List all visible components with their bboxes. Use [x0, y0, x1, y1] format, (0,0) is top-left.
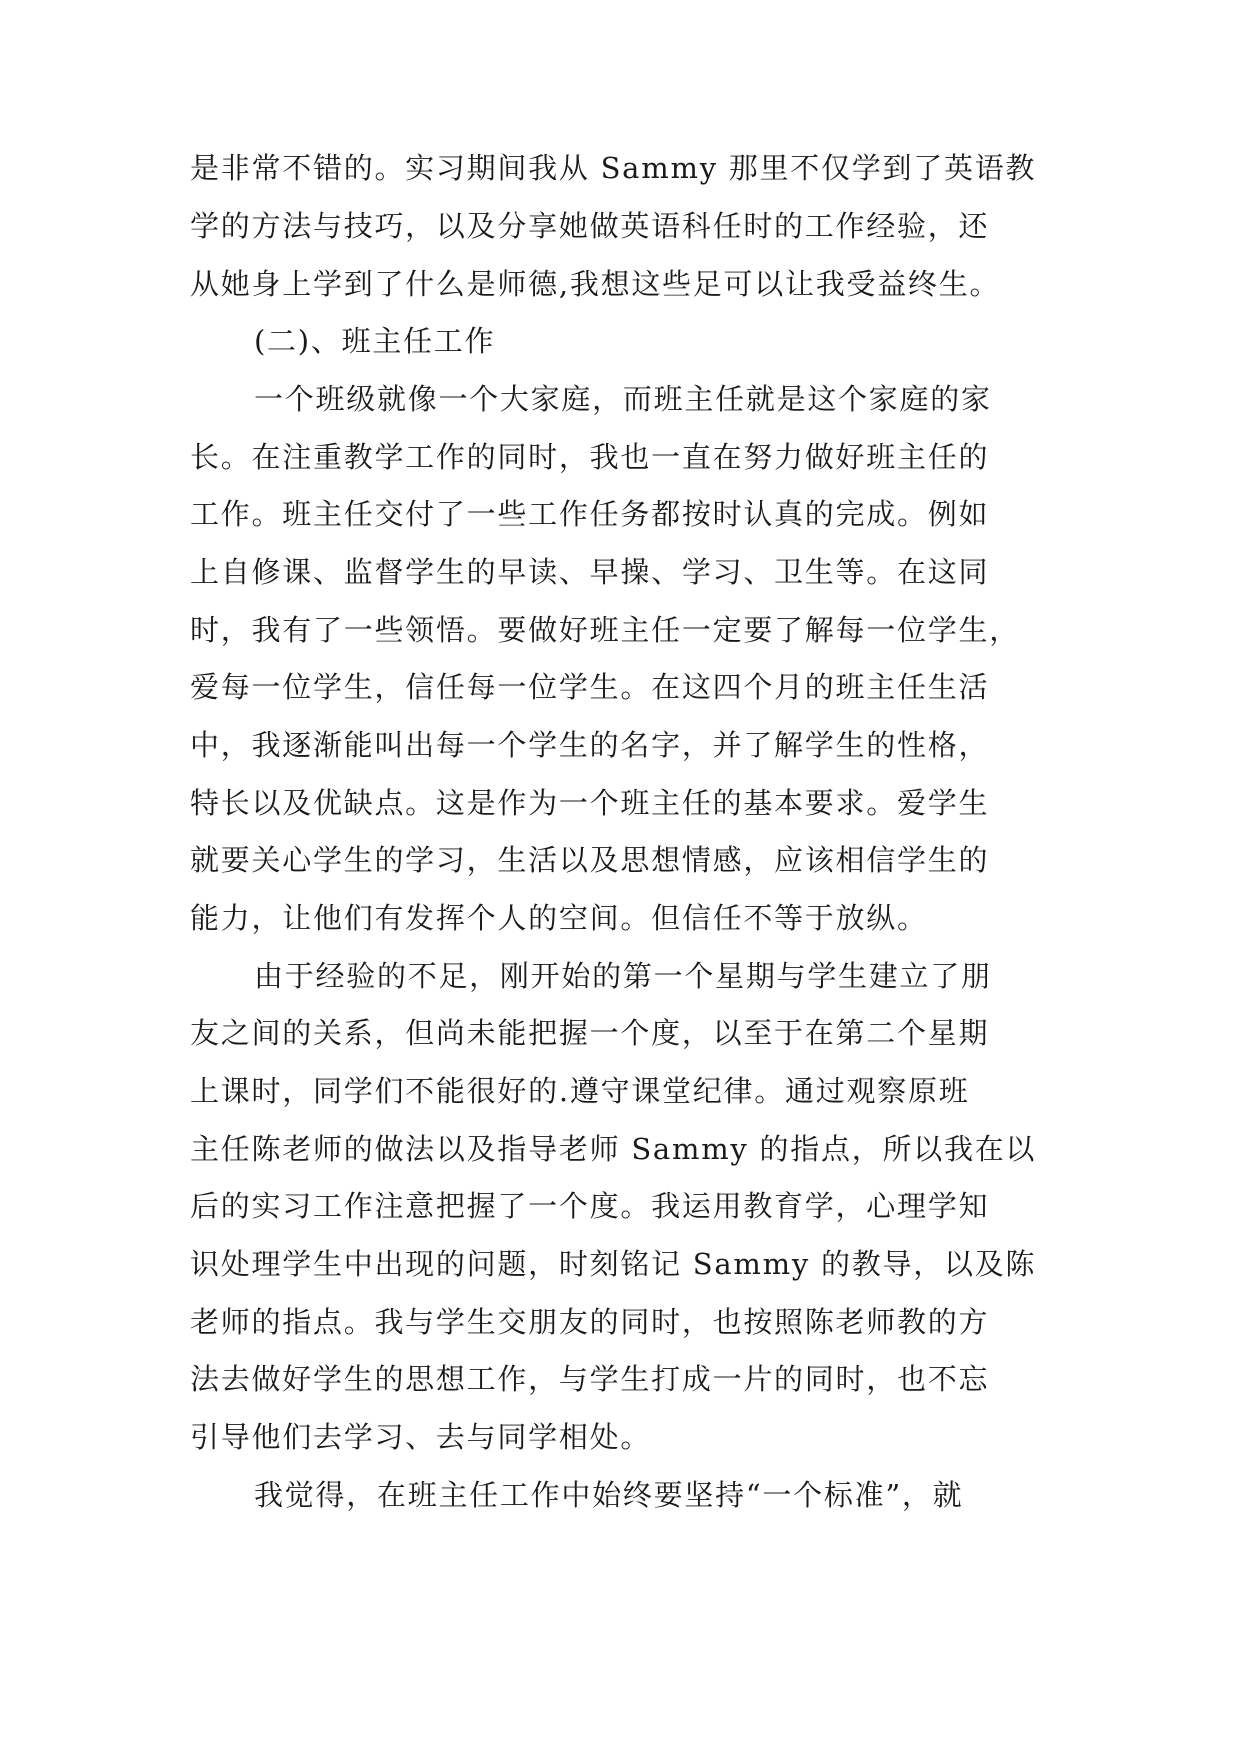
text-line: 主任陈老师的做法以及指导老师 Sammy 的指点，所以我在以 [190, 1132, 1037, 1166]
text-line: 引导他们去学习、去与同学相处。 [190, 1420, 652, 1454]
text-line: 后的实习工作注意把握了一个度。我运用教育学，心理学知 [190, 1189, 990, 1223]
text-line: 中，我逐渐能叫出每一个学生的名字，并了解学生的性格， [190, 728, 990, 762]
text-line: 工作。班主任交付了一些工作任务都按时认真的完成。例如 [190, 497, 990, 531]
text-line: 上课时，同学们不能很好的.遵守课堂纪律。通过观察原班 [190, 1074, 970, 1108]
paragraph-start-line: 一个班级就像一个大家庭，而班主任就是这个家庭的家 [254, 382, 992, 416]
text-line: 时，我有了一些领悟。要做好班主任一定要了解每一位学生， [190, 613, 1020, 647]
paragraph-start-line: 由于经验的不足，刚开始的第一个星期与学生建立了朋 [254, 959, 992, 993]
text-line: 是非常不错的。实习期间我从 Sammy 那里不仅学到了英语教 [190, 151, 1037, 185]
text-line: 识处理学生中出现的问题，时刻铭记 Sammy 的教导，以及陈 [190, 1247, 1037, 1281]
text-line: 长。在注重教学工作的同时，我也一直在努力做好班主任的 [190, 440, 990, 474]
paragraph-start-line: 我觉得，在班主任工作中始终要坚持“一个标准”，就 [254, 1478, 964, 1512]
text-line: 学的方法与技巧，以及分享她做英语科任时的工作经验，还 [190, 209, 990, 243]
section-heading: (二)、班主任工作 [254, 324, 496, 358]
text-line: 上自修课、监督学生的早读、早操、学习、卫生等。在这同 [190, 555, 990, 589]
text-line: 特长以及优缺点。这是作为一个班主任的基本要求。爱学生 [190, 786, 990, 820]
text-line: 就要关心学生的学习，生活以及思想情感，应该相信学生的 [190, 843, 990, 877]
text-line: 能力，让他们有发挥个人的空间。但信任不等于放纵。 [190, 901, 928, 935]
text-line: 爱每一位学生，信任每一位学生。在这四个月的班主任生活 [190, 670, 990, 704]
text-line: 法去做好学生的思想工作，与学生打成一片的同时，也不忘 [190, 1362, 990, 1396]
text-line: 老师的指点。我与学生交朋友的同时，也按照陈老师教的方 [190, 1305, 990, 1339]
text-line: 友之间的关系，但尚未能把握一个度，以至于在第二个星期 [190, 1016, 990, 1050]
text-line: 从她身上学到了什么是师德,我想这些足可以让我受益终生。 [190, 267, 1001, 301]
